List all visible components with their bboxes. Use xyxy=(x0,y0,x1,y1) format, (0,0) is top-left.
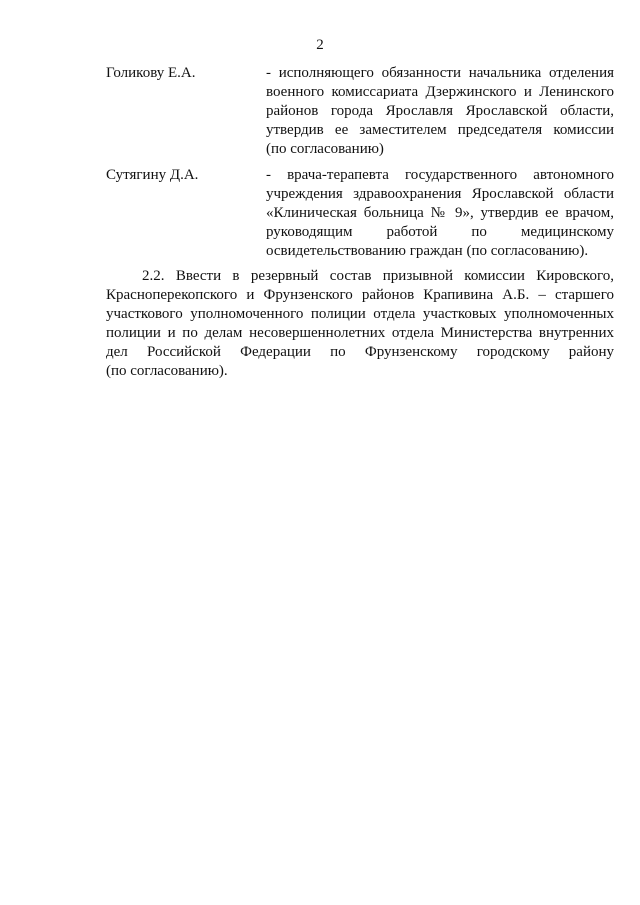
paragraph-line: участкового уполномоченного полиции отдела участковых уполномоченных xyxy=(106,306,614,322)
description-line: «Клиническая больница № 9», утвердив ее врачом, xyxy=(266,205,614,221)
description-line: утвердив ее заместителем председателя комиссии xyxy=(266,122,614,138)
person-name: Голикову Е.А. xyxy=(106,65,196,81)
description-line: освидетельствованию граждан (по согласованию). xyxy=(266,243,589,259)
paragraph-line: дел Российской Федерации по Фрунзенскому городскому району xyxy=(106,344,614,360)
person-name: Сутягину Д.А. xyxy=(106,167,199,183)
description-line: - исполняющего обязанности начальника отделения xyxy=(266,65,614,81)
appointment-description xyxy=(266,166,614,261)
description-line: районов города Ярославля Ярославской области, xyxy=(266,103,614,119)
appointment-description xyxy=(266,64,614,159)
paragraph-line: Красноперекопского и Фрунзенского районов Крапивина А.Б. – старшего xyxy=(106,287,614,303)
paragraph-line: полиции и по делам несовершеннолетних отдела Министерства внутренних xyxy=(106,325,614,341)
description-line: учреждения здравоохранения Ярославской области xyxy=(266,186,614,202)
paragraph-line: (по согласованию). xyxy=(106,363,228,379)
description-line: руководящим работой по медицинскому xyxy=(266,224,614,240)
description-line: - врача-терапевта государственного автономного xyxy=(266,167,614,183)
description-line: военного комиссариата Дзержинского и Ленинского xyxy=(266,84,614,100)
description-line: (по согласованию) xyxy=(266,141,384,157)
paragraph-2-2 xyxy=(106,267,614,381)
page-number: 2 xyxy=(316,37,324,53)
paragraph-line: 2.2. Ввести в резервный состав призывной комиссии Кировского, xyxy=(142,268,614,284)
